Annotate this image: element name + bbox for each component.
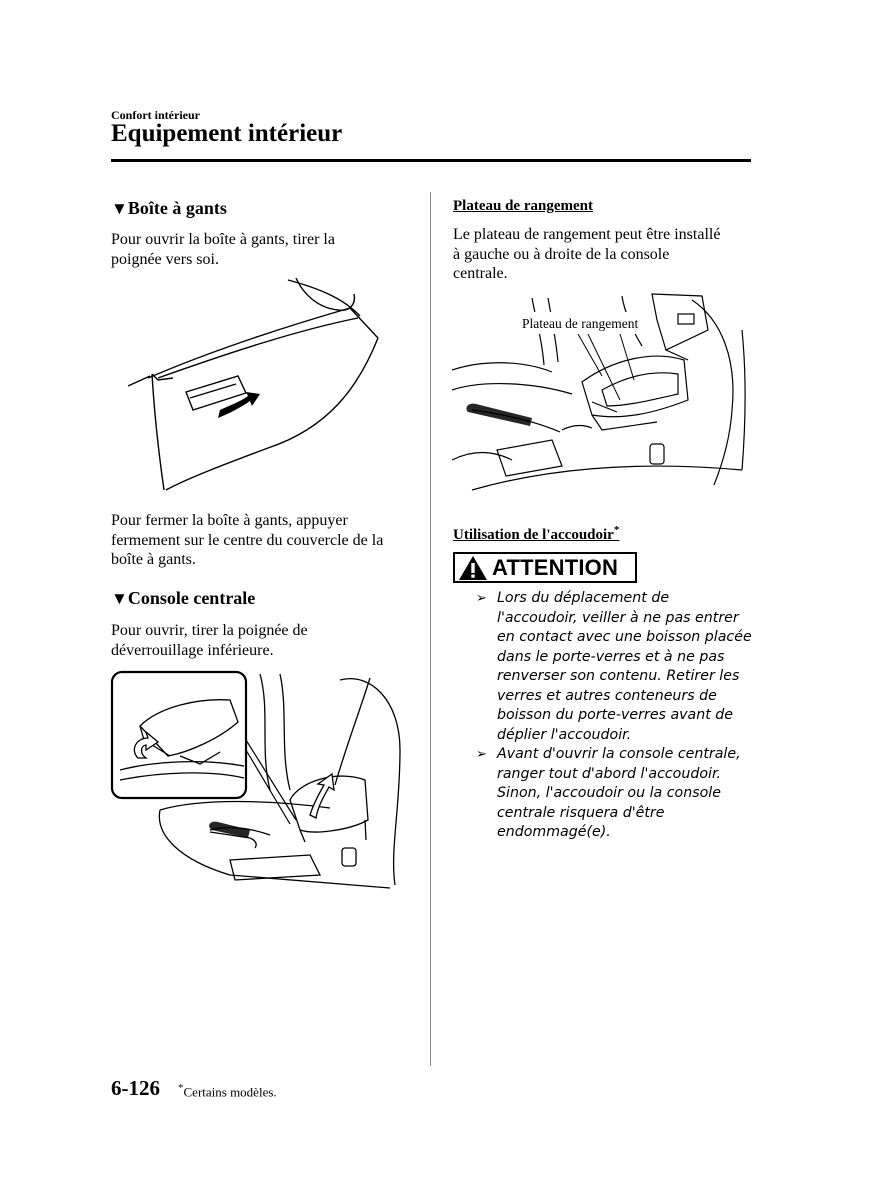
armrest-heading: Utilisation de l'accoudoir* xyxy=(453,524,620,543)
warning-triangle-icon xyxy=(458,555,488,581)
caution-item: ➢ Avant d'ouvrir la console centrale, ranger tout d'abord l'accoudoir. Sinon, l'accoudoir ou la console centrale risquera d'être endommagé(e). xyxy=(476,746,741,840)
optional-marker: * xyxy=(613,524,620,536)
page-title: Equipement intérieur xyxy=(111,120,343,147)
glovebox-heading: ▼Boîte à gants xyxy=(111,198,227,218)
section-label: Confort intérieur xyxy=(111,108,200,122)
footnote-marker: * xyxy=(178,1082,184,1094)
console-text: Pour ouvrir, tirer la poignée de déverrouillage inférieure. xyxy=(111,622,308,659)
tray-illustration xyxy=(452,290,752,500)
console-inset-frame xyxy=(112,672,246,798)
caution-item: ➢ Lors du déplacement de l'accoudoir, veiller à ne pas entrer en contact avec une boisson placée dans le porte-verres et à ne pas renverser son contenu. Retirer les verres et autres conteneurs de boisson du porte-verres avant de déplier l'accoudoir. xyxy=(476,590,752,743)
console-heading: ▼Console centrale xyxy=(111,588,256,608)
caution-list xyxy=(474,589,764,843)
tray-text: Le plateau de rangement peut être installé à gauche ou à droite de la console centrale. xyxy=(453,226,721,282)
arrow-bullet-icon: ➢ xyxy=(476,591,487,606)
footnote: *Certains modèles. xyxy=(178,1082,277,1100)
glovebox-illustration xyxy=(128,278,388,496)
tray-callout: Plateau de rangement xyxy=(522,316,639,331)
attention-label: ATTENTION xyxy=(492,554,619,580)
arrow-bullet-icon: ➢ xyxy=(476,747,487,762)
tray-heading: Plateau de rangement xyxy=(453,198,593,214)
attention-box xyxy=(453,552,637,583)
header-rule xyxy=(111,159,751,162)
lift-arrow-icon xyxy=(310,774,334,818)
triangle-down-icon: ▼ xyxy=(111,199,128,218)
page-number: 6-126 xyxy=(111,1076,160,1100)
glovebox-open-text: Pour ouvrir la boîte à gants, tirer la poignée vers soi. xyxy=(111,231,335,268)
console-illustration xyxy=(110,670,410,892)
column-divider xyxy=(430,192,431,1066)
glovebox-close-text: Pour fermer la boîte à gants, appuyer fermement sur le centre du couvercle de la boîte à gants. xyxy=(111,512,384,568)
triangle-down-icon: ▼ xyxy=(111,589,128,608)
